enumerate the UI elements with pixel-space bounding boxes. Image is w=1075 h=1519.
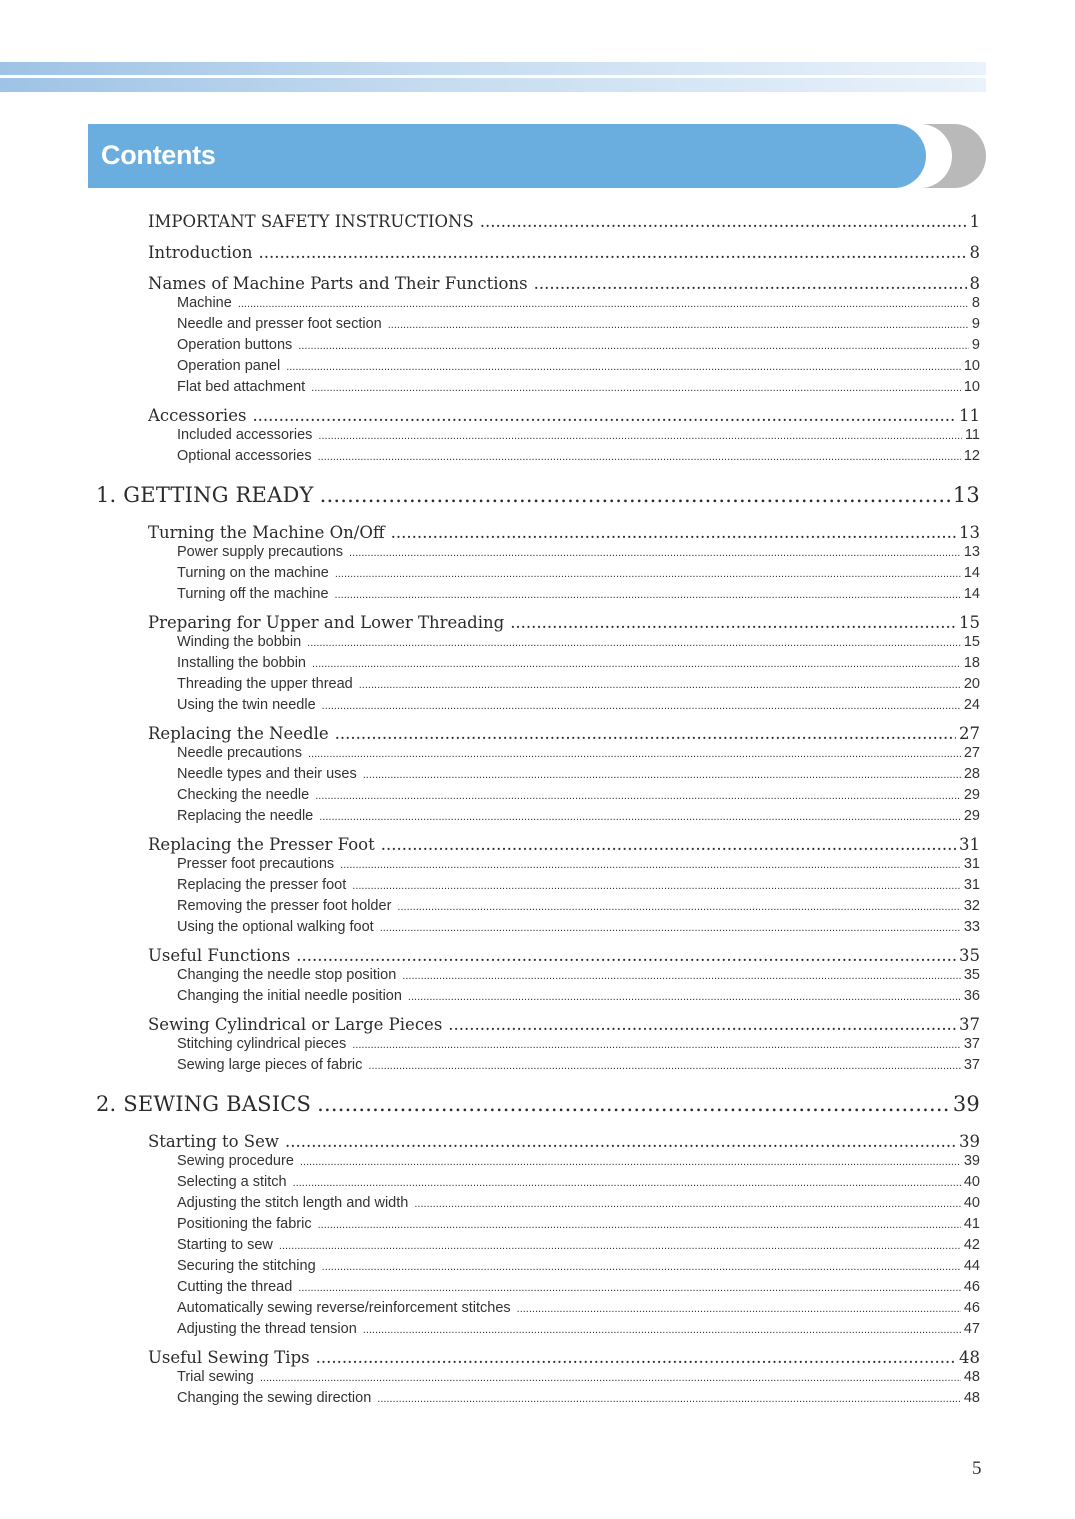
toc-entry-level-3[interactable] (177, 766, 980, 782)
toc-entry-level-3[interactable] (177, 565, 980, 581)
toc-entry-level-3[interactable] (177, 1279, 980, 1295)
toc-entry-page: 11 (964, 427, 980, 443)
toc-leader-dots (316, 1348, 956, 1367)
toc-entry-page: 15 (963, 634, 980, 650)
toc-leader-dots (322, 1261, 961, 1273)
toc-entry-level-3[interactable] (177, 898, 980, 914)
toc-entry-label: Needle and presser foot section (177, 316, 382, 332)
toc-leader-dots (402, 970, 961, 982)
toc-entry-level-3[interactable] (177, 1390, 980, 1406)
toc-entry-level-2[interactable] (148, 274, 980, 293)
toc-entry-label: Changing the needle stop position (177, 967, 397, 983)
toc-leader-dots (510, 613, 956, 632)
toc-entry-level-2[interactable] (148, 1348, 980, 1367)
toc-leader-dots (377, 1393, 961, 1405)
toc-entry-label: Changing the sewing direction (177, 1390, 372, 1406)
toc-entry-label: Using the twin needle (177, 697, 316, 713)
toc-entry-page: 1 (969, 212, 980, 231)
toc-leader-dots (352, 1039, 961, 1051)
toc-entry-page: 32 (963, 898, 980, 914)
toc-entry-label: Starting to Sew (148, 1132, 280, 1151)
toc-entry-page: 47 (963, 1321, 980, 1337)
toc-entry-page: 9 (971, 316, 980, 332)
toc-entry-label: Power supply precautions (177, 544, 344, 560)
toc-entry-label: Replacing the presser foot (177, 877, 347, 893)
toc-entry-page: 8 (969, 274, 980, 293)
toc-entry-label: Accessories (148, 406, 247, 425)
toc-entry-page: 37 (963, 1036, 980, 1052)
toc-entry-level-3[interactable] (177, 1036, 980, 1052)
toc-entry-label: Presser foot precautions (177, 856, 335, 872)
toc-entry-page: 46 (963, 1300, 980, 1316)
toc-leader-dots (388, 319, 969, 331)
toc-entry-page: 14 (963, 586, 980, 602)
toc-entry-page: 40 (963, 1195, 980, 1211)
toc-entry-page: 46 (963, 1279, 980, 1295)
toc-leader-dots (259, 243, 967, 262)
toc-entry-level-3[interactable] (177, 544, 980, 560)
toc-entry-level-2[interactable] (148, 1132, 980, 1151)
toc-entry-page: 15 (959, 613, 980, 632)
toc-entry-page: 35 (959, 946, 980, 965)
toc-entry-level-3[interactable] (177, 1195, 980, 1211)
toc-entry-level-2[interactable] (148, 523, 980, 542)
toc-entry-page: 13 (952, 483, 980, 507)
toc-leader-dots (322, 700, 961, 712)
toc-leader-dots (318, 1219, 961, 1231)
toc-entry-level-1[interactable] (96, 1092, 980, 1116)
toc-entry-label: Turning the Machine On/Off (148, 523, 385, 542)
contents-header-bar (88, 124, 926, 188)
toc-leader-dots (363, 1324, 961, 1336)
toc-entry-page: 14 (963, 565, 980, 581)
toc-entry-page: 48 (963, 1369, 980, 1385)
toc-entry-level-3[interactable] (177, 316, 980, 332)
toc-entry-level-2[interactable] (148, 724, 980, 743)
toc-leader-dots (414, 1198, 961, 1210)
toc-leader-dots (359, 679, 961, 691)
toc-entry-level-3[interactable] (177, 745, 980, 761)
toc-leader-dots (517, 1303, 961, 1315)
toc-entry-label: Securing the stitching (177, 1258, 316, 1274)
toc-entry-label: Trial sewing (177, 1369, 254, 1385)
toc-entry-page: 27 (963, 745, 980, 761)
toc-leader-dots (293, 1177, 961, 1189)
toc-entry-label: Stitching cylindrical pieces (177, 1036, 347, 1052)
toc-entry-level-3[interactable] (177, 634, 980, 650)
toc-entry-label: Using the optional walking foot (177, 919, 374, 935)
toc-leader-dots (300, 1156, 961, 1168)
toc-entry-label: IMPORTANT SAFETY INSTRUCTIONS (148, 212, 474, 231)
toc-leader-dots (340, 859, 961, 871)
toc-entry-level-3[interactable] (177, 1057, 980, 1073)
toc-entry-page: 33 (963, 919, 980, 935)
toc-entry-page: 9 (971, 337, 980, 353)
toc-entry-level-3[interactable] (177, 1369, 980, 1385)
toc-entry-page: 13 (959, 523, 980, 542)
toc-entry-label: Positioning the fabric (177, 1216, 312, 1232)
toc-entry-level-3[interactable] (177, 988, 980, 1004)
toc-entry-label: Checking the needle (177, 787, 310, 803)
toc-entry-level-3[interactable] (177, 1321, 980, 1337)
toc-entry-level-3[interactable] (177, 379, 980, 395)
toc-entry-level-3[interactable] (177, 787, 980, 803)
toc-entry-label: Turning off the machine (177, 586, 329, 602)
toc-entry-label: Flat bed attachment (177, 379, 306, 395)
page-number: 5 (972, 1458, 982, 1479)
toc-entry-page: 31 (959, 835, 980, 854)
toc-leader-dots (368, 1060, 960, 1072)
toc-leader-dots (352, 880, 961, 892)
toc-entry-label: Cutting the thread (177, 1279, 293, 1295)
toc-entry-level-3[interactable] (177, 448, 980, 464)
toc-entry-label: Preparing for Upper and Lower Threading (148, 613, 505, 632)
toc-entry-label: Useful Sewing Tips (148, 1348, 310, 1367)
toc-leader-dots (335, 589, 961, 601)
toc-leader-dots (408, 991, 961, 1003)
toc-entry-level-3[interactable] (177, 967, 980, 983)
toc-entry-label: Sewing large pieces of fabric (177, 1057, 363, 1073)
toc-leader-dots (312, 658, 961, 670)
toc-entry-page: 29 (963, 787, 980, 803)
toc-entry-level-2[interactable] (148, 946, 980, 965)
toc-leader-dots (480, 212, 967, 231)
toc-entry-level-3[interactable] (177, 358, 980, 374)
toc-entry-level-3[interactable] (177, 1300, 980, 1316)
toc-leader-dots (307, 637, 961, 649)
toc-entry-page: 39 (963, 1153, 980, 1169)
toc-entry-level-3[interactable] (177, 676, 980, 692)
toc-entry-page: 20 (963, 676, 980, 692)
toc-entry-label: Sewing procedure (177, 1153, 294, 1169)
toc-entry-level-2[interactable] (148, 406, 980, 425)
toc-entry-page: 31 (963, 856, 980, 872)
toc-leader-dots (448, 1015, 956, 1034)
toc-entry-label: Winding the bobbin (177, 634, 302, 650)
toc-leader-dots (317, 1092, 950, 1116)
toc-entry-label: Adjusting the stitch length and width (177, 1195, 409, 1211)
toc-entry-level-3[interactable] (177, 1153, 980, 1169)
toc-entry-label: Needle types and their uses (177, 766, 357, 782)
toc-entry-level-2[interactable] (148, 835, 980, 854)
toc-entry-label: Machine (177, 295, 232, 311)
toc-leader-dots (397, 901, 960, 913)
toc-entry-page: 31 (963, 877, 980, 893)
toc-entry-label: Useful Functions (148, 946, 291, 965)
toc-leader-dots (363, 769, 961, 781)
toc-entry-label: 2. SEWING BASICS (96, 1092, 312, 1116)
toc-entry-label: Turning on the machine (177, 565, 329, 581)
toc-leader-dots (534, 274, 967, 293)
toc-entry-level-3[interactable] (177, 1216, 980, 1232)
toc-leader-dots (238, 298, 969, 310)
toc-entry-label: Introduction (148, 243, 253, 262)
toc-entry-level-3[interactable] (177, 1237, 980, 1253)
toc-leader-dots (298, 1282, 961, 1294)
toc-entry-page: 48 (963, 1390, 980, 1406)
toc-entry-label: Names of Machine Parts and Their Functions (148, 274, 528, 293)
toc-leader-dots (308, 748, 961, 760)
toc-entry-page: 35 (963, 967, 980, 983)
toc-entry-page: 48 (959, 1348, 980, 1367)
page-title: Contents (101, 140, 216, 170)
toc-entry-label: Threading the upper thread (177, 676, 353, 692)
toc-entry-label: Removing the presser foot holder (177, 898, 392, 914)
toc-leader-dots (318, 430, 962, 442)
toc-leader-dots (260, 1372, 961, 1384)
toc-entry-label: Adjusting the thread tension (177, 1321, 357, 1337)
toc-leader-dots (380, 922, 961, 934)
toc-leader-dots (286, 361, 961, 373)
toc-entry-page: 27 (959, 724, 980, 743)
toc-entry-page: 28 (963, 766, 980, 782)
toc-entry-level-2[interactable] (148, 212, 980, 231)
toc-entry-page: 40 (963, 1174, 980, 1190)
toc-entry-page: 39 (959, 1132, 980, 1151)
toc-entry-page: 10 (963, 358, 980, 374)
toc-entry-level-3[interactable] (177, 808, 980, 824)
toc-entry-label: Changing the initial needle position (177, 988, 402, 1004)
toc-entry-label: Operation buttons (177, 337, 293, 353)
toc-entry-label: Sewing Cylindrical or Large Pieces (148, 1015, 443, 1034)
toc-leader-dots (279, 1240, 961, 1252)
toc-entry-page: 41 (963, 1216, 980, 1232)
toc-leader-dots (252, 406, 956, 425)
toc-entry-page: 13 (963, 544, 980, 560)
toc-entry-label: Selecting a stitch (177, 1174, 287, 1190)
toc-entry-label: Included accessories (177, 427, 313, 443)
toc-entry-label: Replacing the Needle (148, 724, 329, 743)
toc-leader-dots (320, 483, 950, 507)
toc-entry-page: 37 (959, 1015, 980, 1034)
toc-entry-level-3[interactable] (177, 856, 980, 872)
toc-entry-level-3[interactable] (177, 919, 980, 935)
decorative-top-stripe (0, 62, 986, 92)
toc-leader-dots (335, 724, 956, 743)
toc-entry-page: 44 (963, 1258, 980, 1274)
toc-leader-dots (285, 1132, 956, 1151)
toc-entry-level-2[interactable] (148, 243, 980, 262)
toc-entry-page: 37 (963, 1057, 980, 1073)
toc-entry-level-2[interactable] (148, 613, 980, 632)
toc-entry-page: 24 (963, 697, 980, 713)
toc-entry-level-3[interactable] (177, 586, 980, 602)
toc-leader-dots (298, 340, 969, 352)
toc-entry-label: Operation panel (177, 358, 281, 374)
toc-entry-label: Installing the bobbin (177, 655, 306, 671)
toc-entry-label: Optional accessories (177, 448, 312, 464)
toc-entry-label: Replacing the needle (177, 808, 314, 824)
toc-leader-dots (349, 547, 961, 559)
toc-entry-page: 18 (963, 655, 980, 671)
toc-entry-level-3[interactable] (177, 655, 980, 671)
toc-entry-level-3[interactable] (177, 427, 980, 443)
toc-entry-page: 42 (963, 1237, 980, 1253)
toc-entry-level-3[interactable] (177, 697, 980, 713)
toc-entry-page: 29 (963, 808, 980, 824)
toc-entry-level-3[interactable] (177, 1258, 980, 1274)
toc-entry-page: 10 (963, 379, 980, 395)
toc-entry-level-2[interactable] (148, 1015, 980, 1034)
toc-entry-page: 36 (963, 988, 980, 1004)
toc-entry-label: Needle precautions (177, 745, 302, 761)
toc-entry-label: Automatically sewing reverse/reinforcement stitches (177, 1300, 511, 1316)
toc-leader-dots (318, 451, 961, 463)
toc-leader-dots (335, 568, 961, 580)
toc-leader-dots (319, 811, 961, 823)
toc-entry-label: Replacing the Presser Foot (148, 835, 375, 854)
toc-entry-level-3[interactable] (177, 337, 980, 353)
toc-entry-page: 8 (971, 295, 980, 311)
toc-leader-dots (391, 523, 956, 542)
toc-leader-dots (381, 835, 956, 854)
toc-entry-level-3[interactable] (177, 877, 980, 893)
toc-entry-level-3[interactable] (177, 1174, 980, 1190)
toc-entry-page: 8 (969, 243, 980, 262)
toc-leader-dots (296, 946, 956, 965)
toc-entry-level-1[interactable] (96, 483, 980, 507)
toc-entry-page: 39 (952, 1092, 980, 1116)
toc-entry-page: 11 (959, 406, 980, 425)
toc-leader-dots (315, 790, 961, 802)
toc-entry-level-3[interactable] (177, 295, 980, 311)
toc-entry-label: 1. GETTING READY (96, 483, 314, 507)
toc-entry-page: 12 (963, 448, 980, 464)
toc-leader-dots (311, 382, 961, 394)
toc-entry-label: Starting to sew (177, 1237, 273, 1253)
